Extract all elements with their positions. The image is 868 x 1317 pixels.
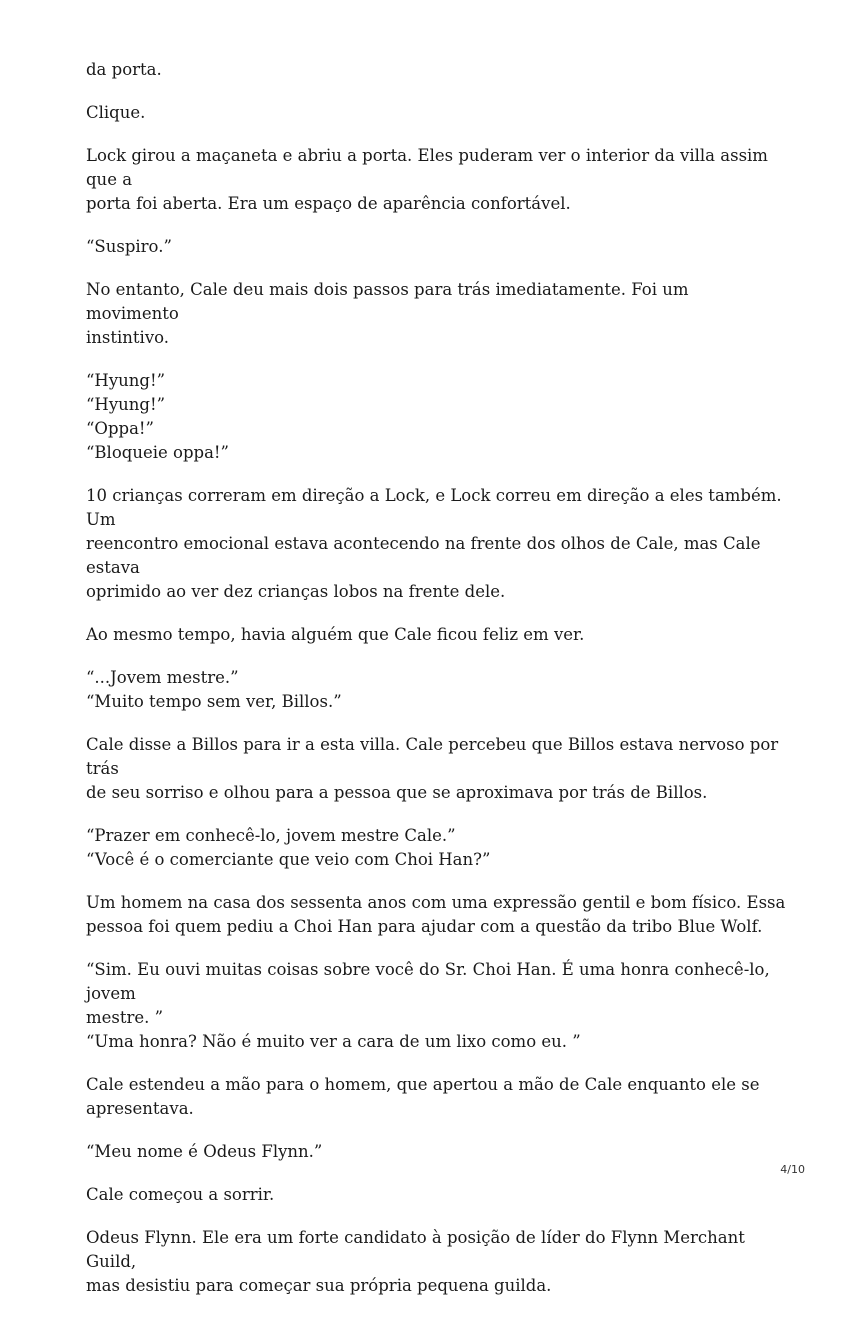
text-line: 10 crianças correram em direção a Lock, e Lock correu em direção a eles também. Um	[86, 486, 782, 529]
paragraph	[86, 623, 786, 647]
text-line: da porta.	[86, 60, 162, 79]
document-body	[86, 58, 786, 1317]
text-line: Ao mesmo tempo, havia alguém que Cale ficou feliz em ver.	[86, 625, 585, 644]
text-line: Um homem na casa dos sessenta anos com uma expressão gentil e bom físico. Essa	[86, 893, 786, 912]
text-line: “Prazer em conhecê-lo, jovem mestre Cale.”	[86, 826, 456, 845]
paragraph	[86, 144, 786, 216]
paragraph	[86, 891, 786, 939]
text-line: No entanto, Cale deu mais dois passos para trás imediatamente. Foi um movimento	[86, 280, 689, 323]
paragraph	[86, 1073, 786, 1121]
paragraph	[86, 484, 786, 604]
paragraph	[86, 824, 786, 872]
text-line: “Sim. Eu ouvi muitas coisas sobre você do Sr. Choi Han. É uma honra conhecê-lo, jovem	[86, 960, 770, 1003]
text-line: “Você é o comerciante que veio com Choi Han?”	[86, 850, 491, 869]
text-line: “Oppa!”	[86, 419, 154, 438]
paragraph	[86, 369, 786, 465]
text-line: Cale disse a Billos para ir a esta villa. Cale percebeu que Billos estava nervoso por trás	[86, 735, 779, 778]
paragraph	[86, 1140, 786, 1164]
text-line: reencontro emocional estava acontecendo na frente dos olhos de Cale, mas Cale estava	[86, 534, 761, 577]
text-line: Lock girou a maçaneta e abriu a porta. Eles puderam ver o interior da villa assim que a	[86, 146, 768, 189]
paragraph	[86, 666, 786, 714]
paragraph	[86, 58, 786, 82]
text-line: “Suspiro.”	[86, 237, 172, 256]
text-line: “Bloqueie oppa!”	[86, 443, 229, 462]
text-line: porta foi aberta. Era um espaço de aparência confortável.	[86, 194, 571, 213]
paragraph	[86, 1183, 786, 1207]
text-line: “Uma honra? Não é muito ver a cara de um lixo como eu. ”	[86, 1032, 581, 1051]
paragraph	[86, 733, 786, 805]
paragraph	[86, 278, 786, 350]
text-line: “Meu nome é Odeus Flynn.”	[86, 1142, 323, 1161]
text-line: oprimido ao ver dez crianças lobos na frente dele.	[86, 582, 506, 601]
text-line: instintivo.	[86, 328, 170, 347]
paragraph	[86, 101, 786, 125]
text-line: “Hyung!”	[86, 395, 166, 414]
page-number: 4/10	[780, 1163, 805, 1176]
text-line: mestre. ”	[86, 1008, 164, 1027]
text-line: de seu sorriso e olhou para a pessoa que se aproximava por trás de Billos.	[86, 783, 708, 802]
text-line: Odeus Flynn. Ele era um forte candidato à posição de líder do Flynn Merchant Guild,	[86, 1228, 745, 1271]
text-line: mas desistiu para começar sua própria pequena guilda.	[86, 1276, 552, 1295]
text-line: “Hyung!”	[86, 371, 166, 390]
text-line: pessoa foi quem pediu a Choi Han para ajudar com a questão da tribo Blue Wolf.	[86, 917, 763, 936]
text-line: apresentava.	[86, 1099, 194, 1118]
text-line: “...Jovem mestre.”	[86, 668, 239, 687]
paragraph	[86, 235, 786, 259]
text-line: Cale começou a sorrir.	[86, 1185, 275, 1204]
paragraph	[86, 958, 786, 1054]
text-line: Cale estendeu a mão para o homem, que apertou a mão de Cale enquanto ele se	[86, 1075, 760, 1094]
paragraph	[86, 1226, 786, 1298]
text-line: “Muito tempo sem ver, Billos.”	[86, 692, 342, 711]
text-line: Clique.	[86, 103, 146, 122]
